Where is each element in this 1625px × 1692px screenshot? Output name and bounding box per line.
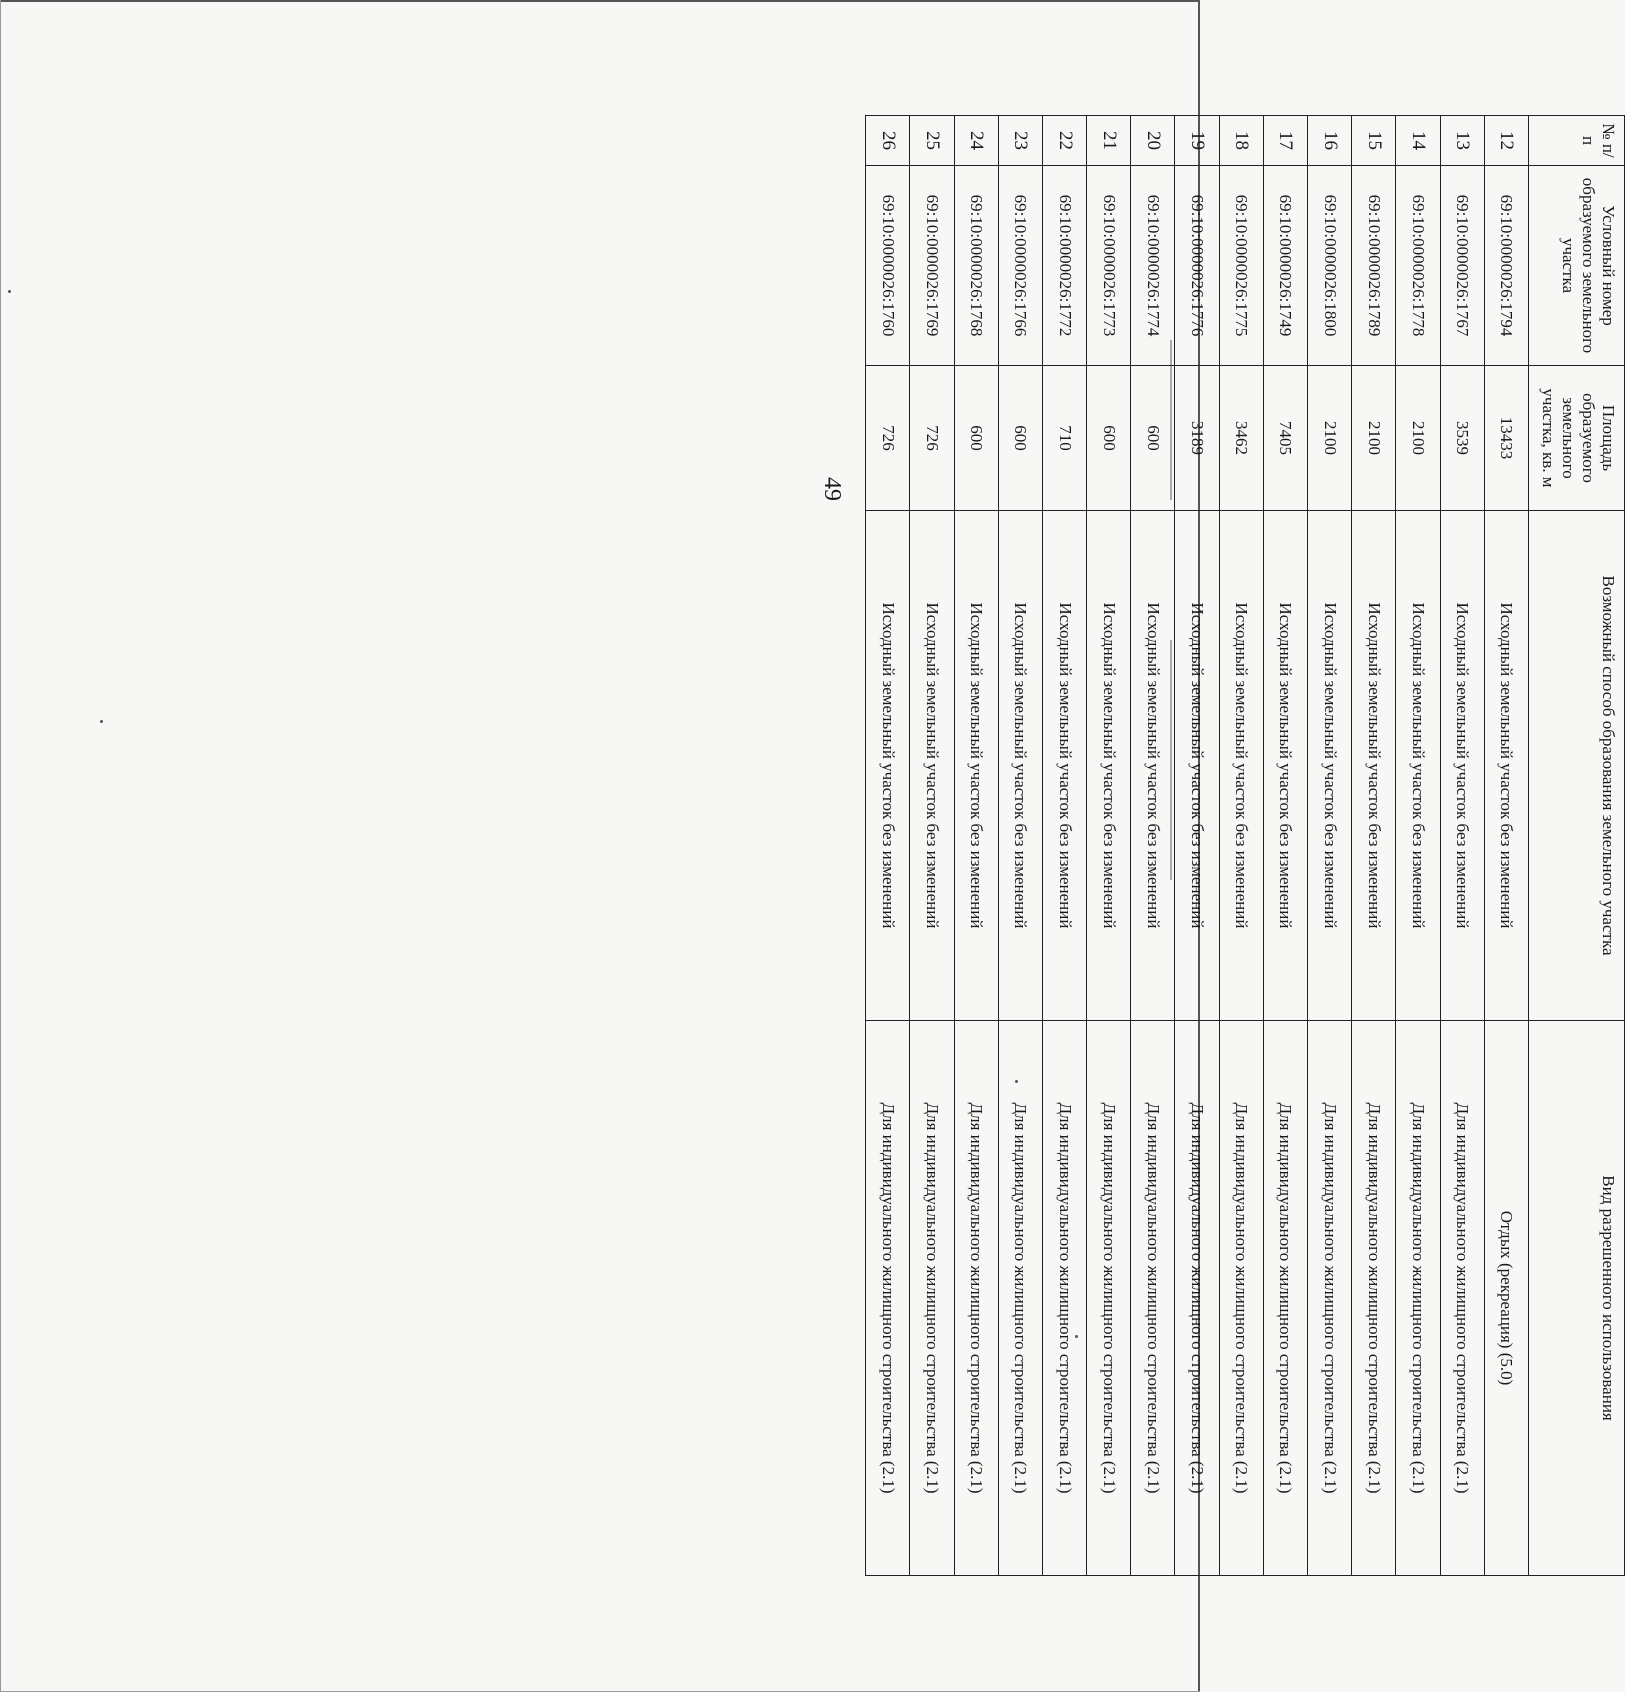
scan-edge-top — [0, 0, 1200, 2]
cell-use: Для индивидуального жилищного строительства (2.1) — [1131, 1021, 1175, 1576]
table-row — [954, 116, 998, 1576]
cell-cadastral: 69:10:0000026:1773 — [1087, 166, 1131, 366]
table-row — [866, 116, 910, 1576]
header-use: Вид разрешенного использования — [1529, 1021, 1625, 1576]
table-row — [1175, 116, 1219, 1576]
cell-num: 23 — [998, 116, 1042, 166]
cell-method: Исходный земельный участок без изменений — [998, 511, 1042, 1021]
cell-cadastral: 69:10:0000026:1794 — [1484, 166, 1528, 366]
cell-method: Исходный земельный участок без изменений — [1131, 511, 1175, 1021]
table-row — [1352, 116, 1396, 1576]
cell-area: 710 — [1042, 366, 1086, 511]
cell-area: 13433 — [1484, 366, 1528, 511]
header-method: Возможный способ образования земельного участка — [1529, 511, 1625, 1021]
table-row — [1396, 116, 1440, 1576]
cell-method: Исходный земельный участок без изменений — [1396, 511, 1440, 1021]
cell-use: Для индивидуального жилищного строительства (2.1) — [1175, 1021, 1219, 1576]
table-row — [1131, 116, 1175, 1576]
cell-area: 600 — [1131, 366, 1175, 511]
cell-use: Для индивидуального жилищного строительства (2.1) — [1440, 1021, 1484, 1576]
cell-method: Исходный земельный участок без изменений — [1042, 511, 1086, 1021]
cell-use: Для индивидуального жилищного строительства (2.1) — [910, 1021, 954, 1576]
table-row — [1263, 116, 1307, 1576]
cell-use: Для индивидуального жилищного строительства (2.1) — [954, 1021, 998, 1576]
header-num: № п/п — [1529, 116, 1625, 166]
cell-area: 726 — [866, 366, 910, 511]
cell-cadastral: 69:10:0000026:1800 — [1308, 166, 1352, 366]
cell-use: Для индивидуального жилищного строительства (2.1) — [1042, 1021, 1086, 1576]
cell-cadastral: 69:10:0000026:1778 — [1396, 166, 1440, 366]
cell-cadastral: 69:10:0000026:1767 — [1440, 166, 1484, 366]
scan-speck — [8, 290, 11, 293]
header-area: Площадь образуемого земельного участка, кв. м — [1529, 366, 1625, 511]
cell-use: Для индивидуального жилищного строительства (2.1) — [1308, 1021, 1352, 1576]
cell-use: Для индивидуального жилищного строительства (2.1) — [1263, 1021, 1307, 1576]
cell-cadastral: 69:10:0000026:1776 — [1175, 166, 1219, 366]
cell-use: Для индивидуального жилищного строительства (2.1) — [866, 1021, 910, 1576]
cell-cadastral: 69:10:0000026:1769 — [910, 166, 954, 366]
cell-area: 600 — [998, 366, 1042, 511]
cell-cadastral: 69:10:0000026:1766 — [998, 166, 1042, 366]
cell-num: 26 — [866, 116, 910, 166]
cell-num: 16 — [1308, 116, 1352, 166]
cell-num: 18 — [1219, 116, 1263, 166]
cell-cadastral: 69:10:0000026:1772 — [1042, 166, 1086, 366]
header-cadastral: Условный номер образуемого земельного участка — [1529, 166, 1625, 366]
cell-num: 21 — [1087, 116, 1131, 166]
cell-method: Исходный земельный участок без изменений — [1440, 511, 1484, 1021]
cell-num: 15 — [1352, 116, 1396, 166]
table-row — [1440, 116, 1484, 1576]
land-plots-table-container — [865, 115, 1625, 1575]
table-body — [866, 116, 1529, 1576]
scan-edge-left — [0, 0, 1, 1692]
table-header-row — [1529, 116, 1625, 1576]
cell-cadastral: 69:10:0000026:1775 — [1219, 166, 1263, 366]
cell-cadastral: 69:10:0000026:1760 — [866, 166, 910, 366]
cell-num: 25 — [910, 116, 954, 166]
scan-speck — [100, 720, 103, 723]
cell-use: Для индивидуального жилищного строительства (2.1) — [1396, 1021, 1440, 1576]
table-row — [1308, 116, 1352, 1576]
cell-num: 13 — [1440, 116, 1484, 166]
cell-cadastral: 69:10:0000026:1789 — [1352, 166, 1396, 366]
cell-num: 14 — [1396, 116, 1440, 166]
cell-num: 22 — [1042, 116, 1086, 166]
cell-use: Отдых (рекреация) (5.0) — [1484, 1021, 1528, 1576]
page-number: 49 — [819, 477, 845, 501]
table-row — [998, 116, 1042, 1576]
table-row — [1042, 116, 1086, 1576]
cell-num: 12 — [1484, 116, 1528, 166]
table-row — [910, 116, 954, 1576]
cell-area: 7405 — [1263, 366, 1307, 511]
cell-cadastral: 69:10:0000026:1768 — [954, 166, 998, 366]
cell-method: Исходный земельный участок без изменений — [1087, 511, 1131, 1021]
cell-use: Для индивидуального жилищного строительства (2.1) — [1352, 1021, 1396, 1576]
cell-method: Исходный земельный участок без изменений — [1308, 511, 1352, 1021]
cell-use: Для индивидуального жилищного строительства (2.1) — [1219, 1021, 1263, 1576]
cell-cadastral: 69:10:0000026:1774 — [1131, 166, 1175, 366]
cell-area: 726 — [910, 366, 954, 511]
cell-use: Для индивидуального жилищного строительства (2.1) — [1087, 1021, 1131, 1576]
cell-method: Исходный земельный участок без изменений — [1219, 511, 1263, 1021]
table-row — [1219, 116, 1263, 1576]
cell-num: 17 — [1263, 116, 1307, 166]
cell-num: 20 — [1131, 116, 1175, 166]
table-row — [1484, 116, 1528, 1576]
cell-area: 3539 — [1440, 366, 1484, 511]
cell-use: Для индивидуального жилищного строительства (2.1) — [998, 1021, 1042, 1576]
cell-method: Исходный земельный участок без изменений — [1352, 511, 1396, 1021]
cell-area: 3462 — [1219, 366, 1263, 511]
cell-method: Исходный земельный участок без изменений — [1484, 511, 1528, 1021]
cell-method: Исходный земельный участок без изменений — [1263, 511, 1307, 1021]
cell-area: 600 — [1087, 366, 1131, 511]
cell-area: 2100 — [1352, 366, 1396, 511]
land-plots-table — [865, 115, 1625, 1576]
cell-area: 3189 — [1175, 366, 1219, 511]
cell-num: 19 — [1175, 116, 1219, 166]
cell-area: 2100 — [1396, 366, 1440, 511]
cell-cadastral: 69:10:0000026:1749 — [1263, 166, 1307, 366]
cell-method: Исходный земельный участок без изменений — [866, 511, 910, 1021]
cell-area: 2100 — [1308, 366, 1352, 511]
cell-method: Исходный земельный участок без изменений — [1175, 511, 1219, 1021]
cell-num: 24 — [954, 116, 998, 166]
table-row — [1087, 116, 1131, 1576]
cell-area: 600 — [954, 366, 998, 511]
cell-method: Исходный земельный участок без изменений — [954, 511, 998, 1021]
cell-method: Исходный земельный участок без изменений — [910, 511, 954, 1021]
